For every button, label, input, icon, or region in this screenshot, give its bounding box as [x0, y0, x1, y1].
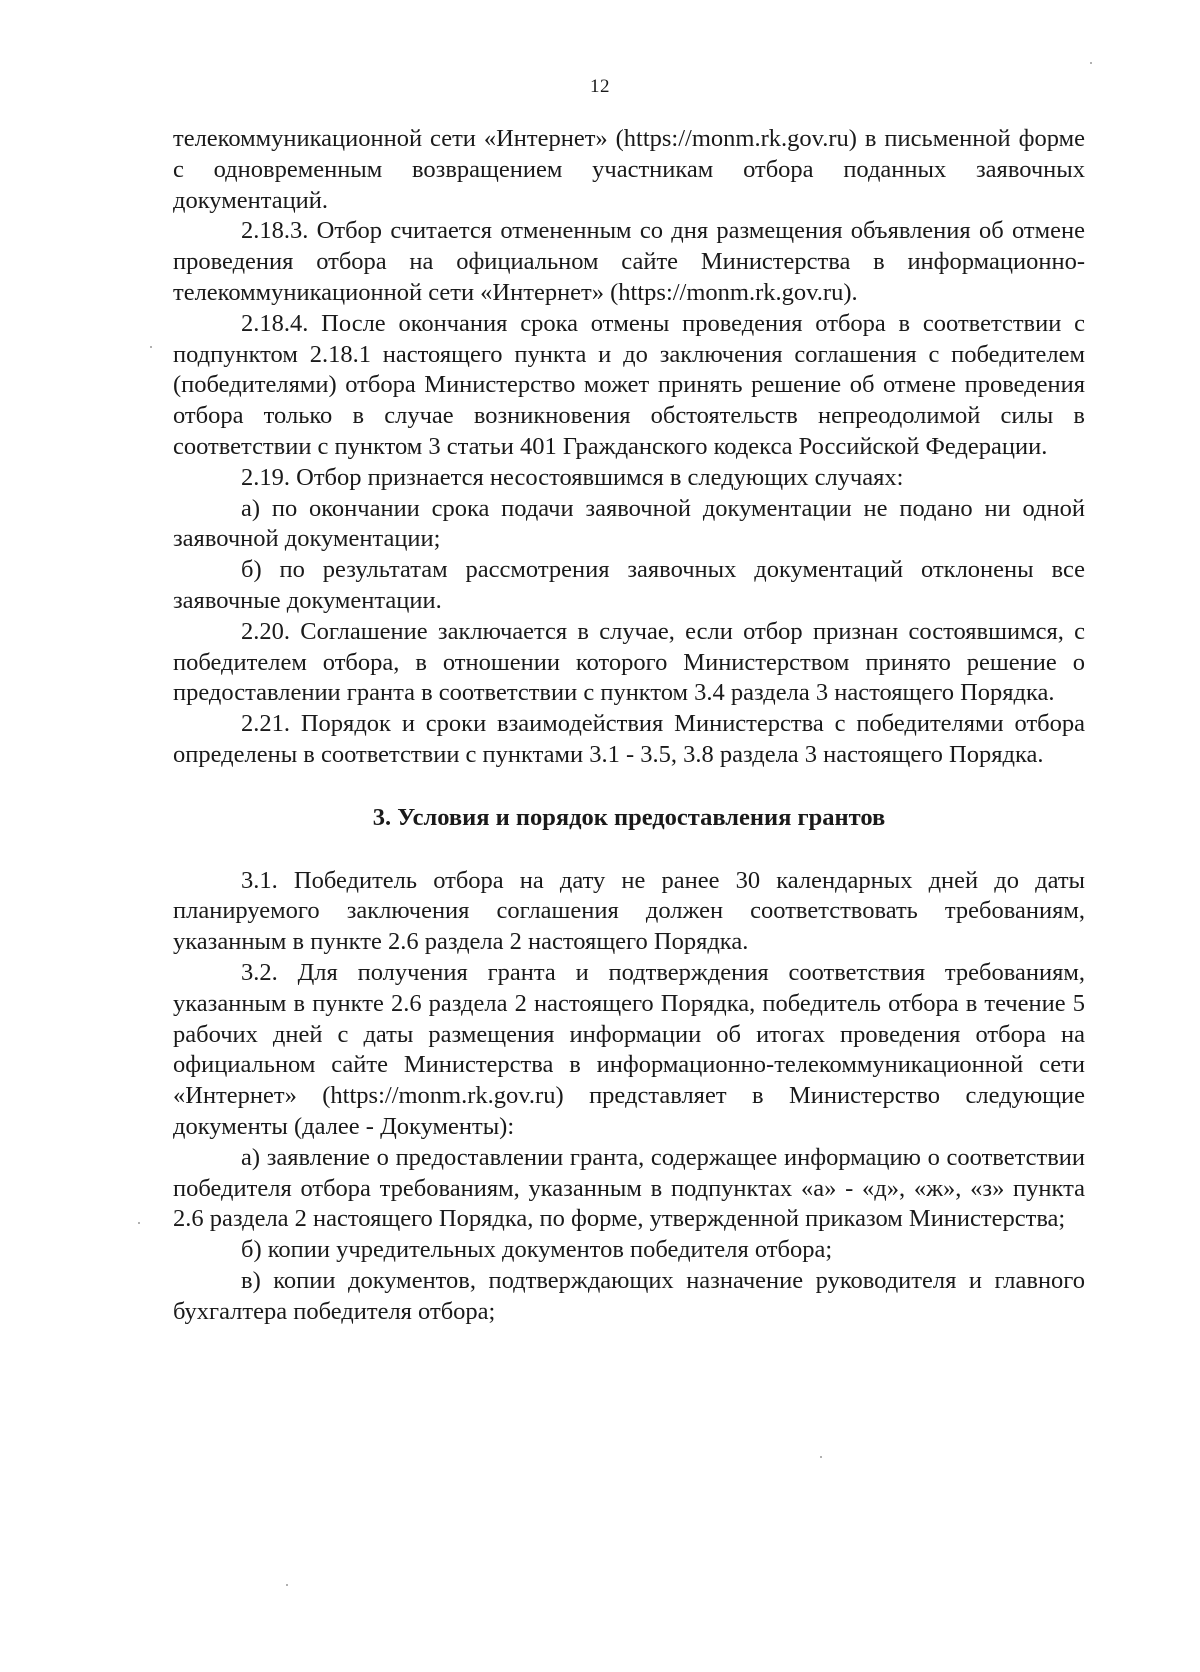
- paragraph: 2.20. Соглашение заключается в случае, если отбор признан состоявшимся, с победителем отбора, в отношении которого Министерством принято решение о предоставлении гранта в соответствии с пунктом 3.4 раздела 3 настоящего Порядка.: [173, 617, 1085, 707]
- paragraph: телекоммуникационной сети «Интернет» (https://monm.rk.gov.ru) в письменной форме с одновременным возвращением участникам отбора поданных заявочных документаций.: [173, 125, 1085, 214]
- paragraph: 3.1. Победитель отбора на дату не ранее 30 календарных дней до даты планируемого заключения соглашения должен соответствовать требованиям, указанным в пункте 2.6 раздела 2 настоящего Порядка.: [173, 866, 1085, 956]
- paragraph: 3.2. Для получения гранта и подтверждения соответствия требованиям, указанным в пункте 2.6 раздела 2 настоящего Порядка, победитель отбора в течение 5 рабочих дней с даты размещения информации об итогах проведения отбора на официальном сайте Министерства в информационно-телекоммуникационной сети «Интернет» (https://monm.rk.gov.ru) представляет в Министерство следующие документы (далее - Документы):: [173, 958, 1085, 1140]
- list-item: б) по результатам рассмотрения заявочных документаций отклонены все заявочные документации.: [173, 556, 1085, 614]
- section-heading: 3. Условия и порядок предоставления грантов: [372, 803, 886, 831]
- scan-speck: [138, 1222, 140, 1224]
- document-body: [173, 124, 1085, 1327]
- page-number: 12: [590, 76, 610, 97]
- scan-speck: [1090, 62, 1092, 64]
- paragraph: 2.21. Порядок и сроки взаимодействия Министерства с победителями отбора определены в соответствии с пунктами 3.1 - 3.5, 3.8 раздела 3 настоящего Порядка.: [173, 710, 1085, 768]
- list-item: а) по окончании срока подачи заявочной документации не подано ни одной заявочной документации;: [173, 494, 1085, 553]
- list-item: б) копии учредительных документов победителя отбора;: [241, 1236, 833, 1264]
- list-item: а) заявление о предоставлении гранта, содержащее информацию о соответствии победителя отбора требованиям, указанным в подпунктах «а» - «д», «ж», «з» пункта 2.6 раздела 2 настоящего Порядка, по форме, утвержденной приказом Министерства;: [173, 1143, 1085, 1233]
- scan-speck: [820, 1456, 822, 1458]
- paragraph: 2.19. Отбор признается несостоявшимся в следующих случаях:: [241, 463, 904, 491]
- scan-speck: [150, 346, 152, 348]
- list-item: в) копии документов, подтверждающих назначение руководителя и главного бухгалтера победителя отбора;: [173, 1266, 1085, 1325]
- paragraph: 2.18.3. Отбор считается отмененным со дня размещения объявления об отмене проведения отбора на официальном сайте Министерства в информационно-телекоммуникационной сети «Интернет» (https://monm.rk.gov.ru).: [173, 217, 1085, 306]
- paragraph: 2.18.4. После окончания срока отмены проведения отбора в соответствии с подпунктом 2.18.1 настоящего пункта и до заключения соглашения с победителем (победителями) отбора Министерство может принять решение об отмене проведения отбора только в случае возникновения обстоятельств непреодолимой силы в соответствии с пунктом 3 статьи 401 Гражданского кодекса Российской Федерации.: [173, 309, 1085, 460]
- scan-speck: [286, 1584, 288, 1586]
